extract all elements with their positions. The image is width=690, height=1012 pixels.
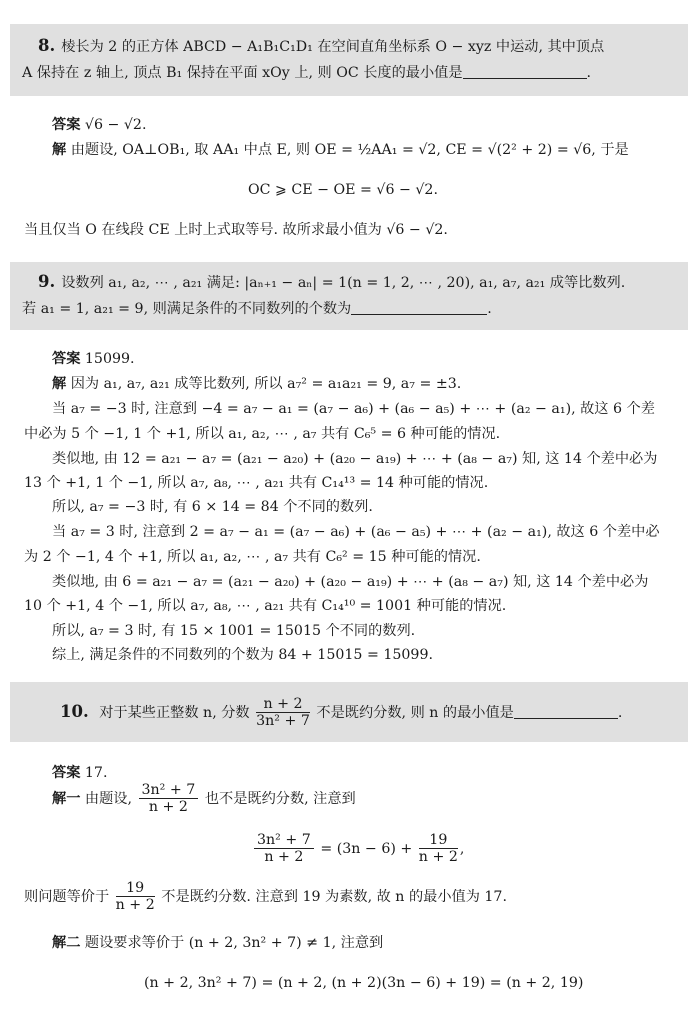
q9-solution-line: 综上, 满足条件的不同数列的个数为 84 + 15015 = 15099. <box>52 647 433 663</box>
q10-solution2-line1: 解二 题设要求等价于 (n + 2, 3n² + 7) ≠ 1, 注意到 <box>52 935 384 951</box>
q9-solution-line: 当 a₇ = −3 时, 注意到 −4 = a₇ − a₁ = (a₇ − a₆) + (a₆ − a₅) + ⋯ + (a₂ − a₁), 故这 6 个差 <box>52 401 655 417</box>
q8-number: 8. <box>38 36 56 55</box>
q10-solution1-line1: 解一 由题设, $\frac{\text{3n² + 7}}{n + 2}$ 也不是既约分数, 注意到 <box>52 782 356 816</box>
question-8-box <box>10 24 688 96</box>
q9-solution-line: 13 个 +1, 1 个 −1, 所以 a₇, a₈, ⋯ , a₂₁ 共有 C₁₄¹³ = 14 种可能的情况. <box>24 475 489 491</box>
q9-solution-line: 中必为 5 个 −1, 1 个 +1, 所以 a₁, a₂, ⋯ , a₇ 共有 C₆⁵ = 6 种可能的情况. <box>24 426 501 442</box>
q9-solution-line: 10 个 +1, 4 个 −1, 所以 a₇, a₈, ⋯ , a₂₁ 共有 C₁₄¹⁰ = 1001 种可能的情况. <box>24 598 507 614</box>
q8-solution-line1: 解 由题设, OA⊥OB₁, 取 AA₁ 中点 E, 则 OE = ½AA₁ = √2, CE = √(2² + 2) = √6, 于是 <box>52 142 629 158</box>
q9-solution-line: 解 因为 a₁, a₇, a₂₁ 成等比数列, 所以 a₇² = a₁a₂₁ = 9, a₇ = ±3. <box>52 376 462 392</box>
q10-fraction: $\frac{n + 2}{\text{3n² + 7}}$ <box>256 696 310 730</box>
q10-equation1: $\frac{\text{3n² + 7}}{n + 2}$ = (3n − 6) + $\frac{19}{n + 2}$ , <box>252 832 464 866</box>
q9-answer: 答案 15099. <box>52 351 135 367</box>
q8-solution-line3: 当且仅当 O 在线段 CE 上时上式取等号. 故所求最小值为 √6 − √2. <box>24 222 448 238</box>
q8-line2: A 保持在 z 轴上, 顶点 B₁ 保持在平面 xOy 上, 则 OC 长度的最小值是 . <box>22 65 592 81</box>
question-9-box <box>10 262 688 330</box>
q8-answer-blank <box>463 78 587 79</box>
q10-answer-blank <box>514 718 618 719</box>
q10-answer: 答案 17. <box>52 765 108 781</box>
q10-solution1-line3: 则问题等价于 $\frac{19}{n + 2}$ 不是既约分数. 注意到 19 为素数, 故 n 的最小值为 17. <box>24 880 507 914</box>
q9-solution-line: 当 a₇ = 3 时, 注意到 2 = a₇ − a₁ = (a₇ − a₆) + (a₆ − a₅) + ⋯ + (a₂ − a₁), 故这 6 个差中必 <box>52 524 660 540</box>
q10-equation2: (n + 2, 3n² + 7) = (n + 2, (n + 2)(3n − 6) + 19) = (n + 2, 19) <box>144 975 584 991</box>
q10-number: 10. <box>60 701 89 721</box>
q9-solution-line: 类似地, 由 12 = a₂₁ − a₇ = (a₂₁ − a₂₀) + (a₂₀ − a₁₉) + ⋯ + (a₈ − a₇) 知, 这 14 个差中必为 <box>52 451 658 467</box>
q8-line1: 8. 棱长为 2 的正方体 ABCD − A₁B₁C₁D₁ 在空间直角坐标系 O − xyz 中运动, 其中顶点 <box>38 36 605 55</box>
q10-line: 10. 对于某些正整数 n, 分数 $\frac{n + 2}{\text{3n² + 7}}$ 不是既约分数, 则 n 的最小值是 . <box>60 696 623 730</box>
q8-solution-line2: OC ⩾ CE − OE = √6 − √2. <box>248 182 438 198</box>
q8-answer: 答案 √6 − √2. <box>52 117 147 133</box>
q10-sol1-fraction: $\frac{\text{3n² + 7}}{n + 2}$ <box>139 782 199 816</box>
q9-solution-line: 类似地, 由 6 = a₂₁ − a₇ = (a₂₁ − a₂₀) + (a₂₀ − a₁₉) + ⋯ + (a₈ − a₇) 知, 这 14 个差中必为 <box>52 574 649 590</box>
q9-number: 9. <box>38 272 56 291</box>
q9-line1: 9. 设数列 a₁, a₂, ⋯ , a₂₁ 满足: |aₙ₊₁ − aₙ| = 1(n = 1, 2, ⋯ , 20), a₁, a₇, a₂₁ 成等比数列. <box>38 272 626 291</box>
q9-solution-line: 所以, a₇ = −3 时, 有 6 × 14 = 84 个不同的数列. <box>52 499 373 515</box>
q9-solution-line: 为 2 个 −1, 4 个 +1, 所以 a₁, a₂, ⋯ , a₇ 共有 C₆² = 15 种可能的情况. <box>24 549 481 565</box>
q9-answer-blank <box>351 314 487 315</box>
question-10-box <box>10 682 688 742</box>
q9-line2: 若 a₁ = 1, a₂₁ = 9, 则满足条件的不同数列的个数为 . <box>22 301 492 317</box>
q9-solution-line: 所以, a₇ = 3 时, 有 15 × 1001 = 15015 个不同的数列. <box>52 623 416 639</box>
